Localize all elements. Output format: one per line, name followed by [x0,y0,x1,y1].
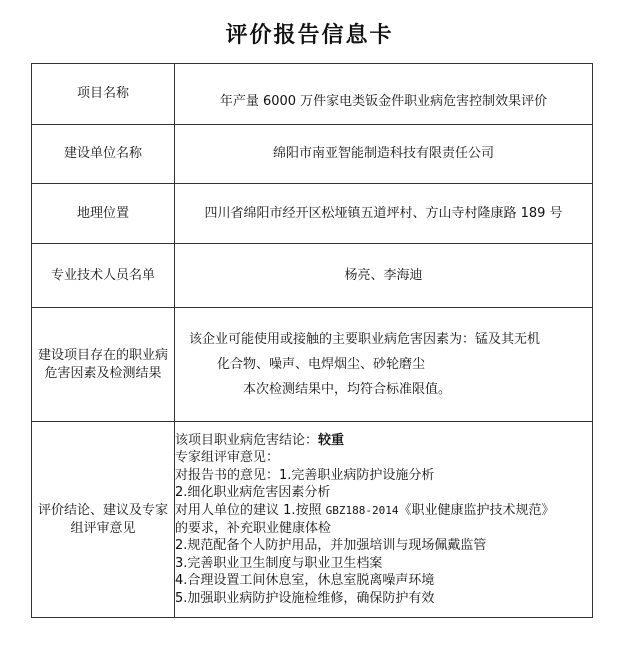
row-unit [32,125,593,184]
employer-suggestion-cont: 的要求，补充职业健康体检 [175,520,332,536]
employer-standard: GBZ188-2014 [325,503,399,517]
row-hazards [32,308,593,422]
hazards-line-3: 本次检测结果中，均符合标准限值。 [243,382,452,397]
row-project-name [32,64,593,125]
conclusion-line [175,432,592,450]
row-staff [32,244,593,308]
info-card-table [31,63,593,618]
evaluation-value [175,422,593,618]
conclusion-prefix: 该项目职业病危害结论： [175,432,319,448]
evaluation-label: 评价结论、建议及专家组评审意见 [32,422,175,618]
hazards-label: 建设项目存在的职业病危害因素及检测结果 [32,308,175,422]
staff-value: 杨亮、李海迪 [175,244,593,308]
project-name-value: 年产量 6000 万件家电类钣金件职业病危害控制效果评价 [175,64,593,125]
suggestion-item: 4.合理设置工间休息室，休息室脱离噪声环境 [175,573,435,589]
hazards-line-2: 化合物、噪声、电焊烟尘、砂轮磨尘 [217,357,426,372]
unit-value: 绵阳市南亚智能制造科技有限责任公司 [175,125,593,184]
staff-label: 专业技术人员名单 [32,244,175,308]
employer-suggestion-1 [175,502,592,520]
location-value: 四川省绵阳市经开区松垭镇五道坪村、方山寺村隆康路 189 号 [175,184,593,244]
row-location [32,184,593,244]
hazards-line-1: 该企业可能使用或接触的主要职业病危害因素为：锰及其无机 [189,332,541,347]
report-opinion-2: 2.细化职业病危害因素分析 [175,485,331,501]
suggestion-item: 3.完善职业卫生制度与职业卫生档案 [175,555,383,571]
employer-prefix: 对用人单位的建议 1.按照 [175,502,326,518]
row-evaluation [32,422,593,618]
page-title: 评价报告信息卡 [225,23,394,48]
unit-label: 建设单位名称 [32,125,175,184]
suggestion-item: 5.加强职业病防护设施检维修，确保防护有效 [175,590,435,606]
hazards-value [175,308,593,422]
project-name-label: 项目名称 [32,64,175,125]
employer-suffix: 《职业健康监护技术规范》 [398,502,555,518]
location-label: 地理位置 [32,184,175,244]
expert-heading: 专家组评审意见： [175,450,280,466]
conclusion-value: 较重 [318,432,345,448]
suggestion-item: 2.规范配备个人防护用品，并加强培训与现场佩戴监管 [175,538,487,554]
report-opinion-1: 对报告书的意见：1.完善职业病防护设施分析 [175,467,435,483]
